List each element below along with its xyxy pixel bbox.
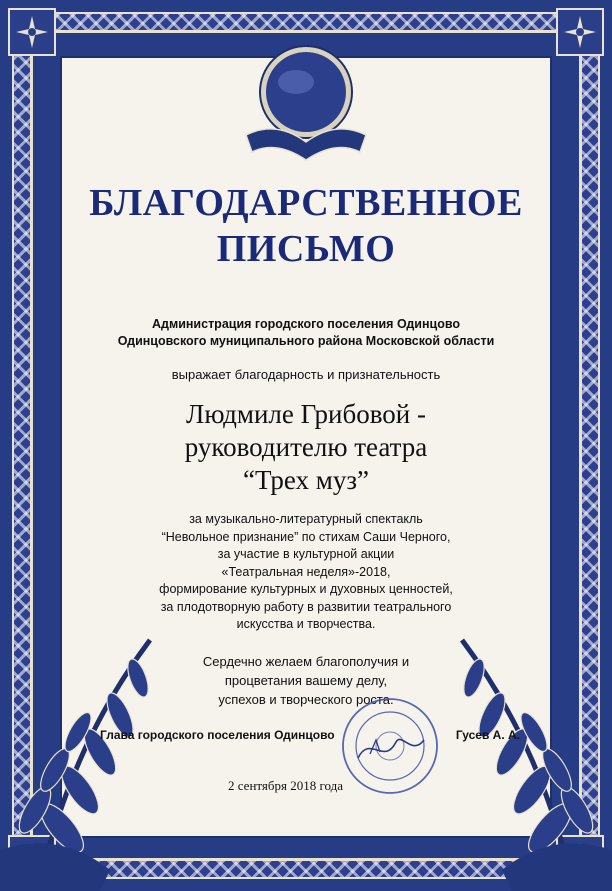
issuer-line: Одинцовского муниципального района Московской области bbox=[117, 334, 495, 348]
expresses-line: выражает благодарность и признательность bbox=[171, 367, 441, 382]
letter-date: 2 сентября 2018 года bbox=[228, 778, 344, 793]
reasons-block bbox=[80, 511, 532, 634]
letter-body bbox=[80, 180, 532, 709]
reason-line: за музыкально-литературный спектакль bbox=[189, 512, 423, 526]
reason-line: искусства и творчества. bbox=[236, 617, 376, 631]
reason-line: за плодотворную работу в развитии театрального bbox=[160, 599, 452, 614]
reason-line: “Невольное признание” по стихам Саши Черного, bbox=[161, 529, 451, 544]
wish-line: процветания вашему делу, bbox=[224, 672, 388, 688]
recipient-line: “Трех муз” bbox=[242, 465, 370, 495]
recipient-block bbox=[80, 398, 532, 497]
recipient-line: руководителю театра bbox=[184, 432, 428, 462]
corner-star-icon bbox=[8, 8, 56, 56]
reason-line: за участие в культурной акции bbox=[217, 547, 395, 561]
wish-line: успехов и творческого роста. bbox=[218, 691, 394, 707]
wish-line: Сердечно желаем благополучия и bbox=[202, 653, 410, 669]
recipient-line: Людмиле Грибовой - bbox=[186, 399, 426, 429]
medallion-emblem-icon bbox=[236, 40, 376, 170]
issuer-line: Администрация городского поселения Одинцово bbox=[151, 317, 460, 331]
letter-title bbox=[80, 180, 532, 272]
corner-star-icon bbox=[556, 8, 604, 56]
issuer-block bbox=[80, 316, 532, 350]
signatory-name: Гусев А. А. bbox=[455, 728, 520, 742]
wishes-block bbox=[80, 652, 532, 709]
signatory-role: Глава городского поселения Одинцово bbox=[100, 728, 335, 742]
official-seal-icon bbox=[340, 696, 440, 796]
title-line: БЛАГОДАРСТВЕННОЕ bbox=[89, 182, 523, 224]
reason-line: «Театральная неделя»-2018, bbox=[221, 564, 391, 579]
reason-line: формирование культурных и духовных ценностей, bbox=[159, 582, 453, 596]
title-line: ПИСЬМО bbox=[216, 228, 396, 270]
